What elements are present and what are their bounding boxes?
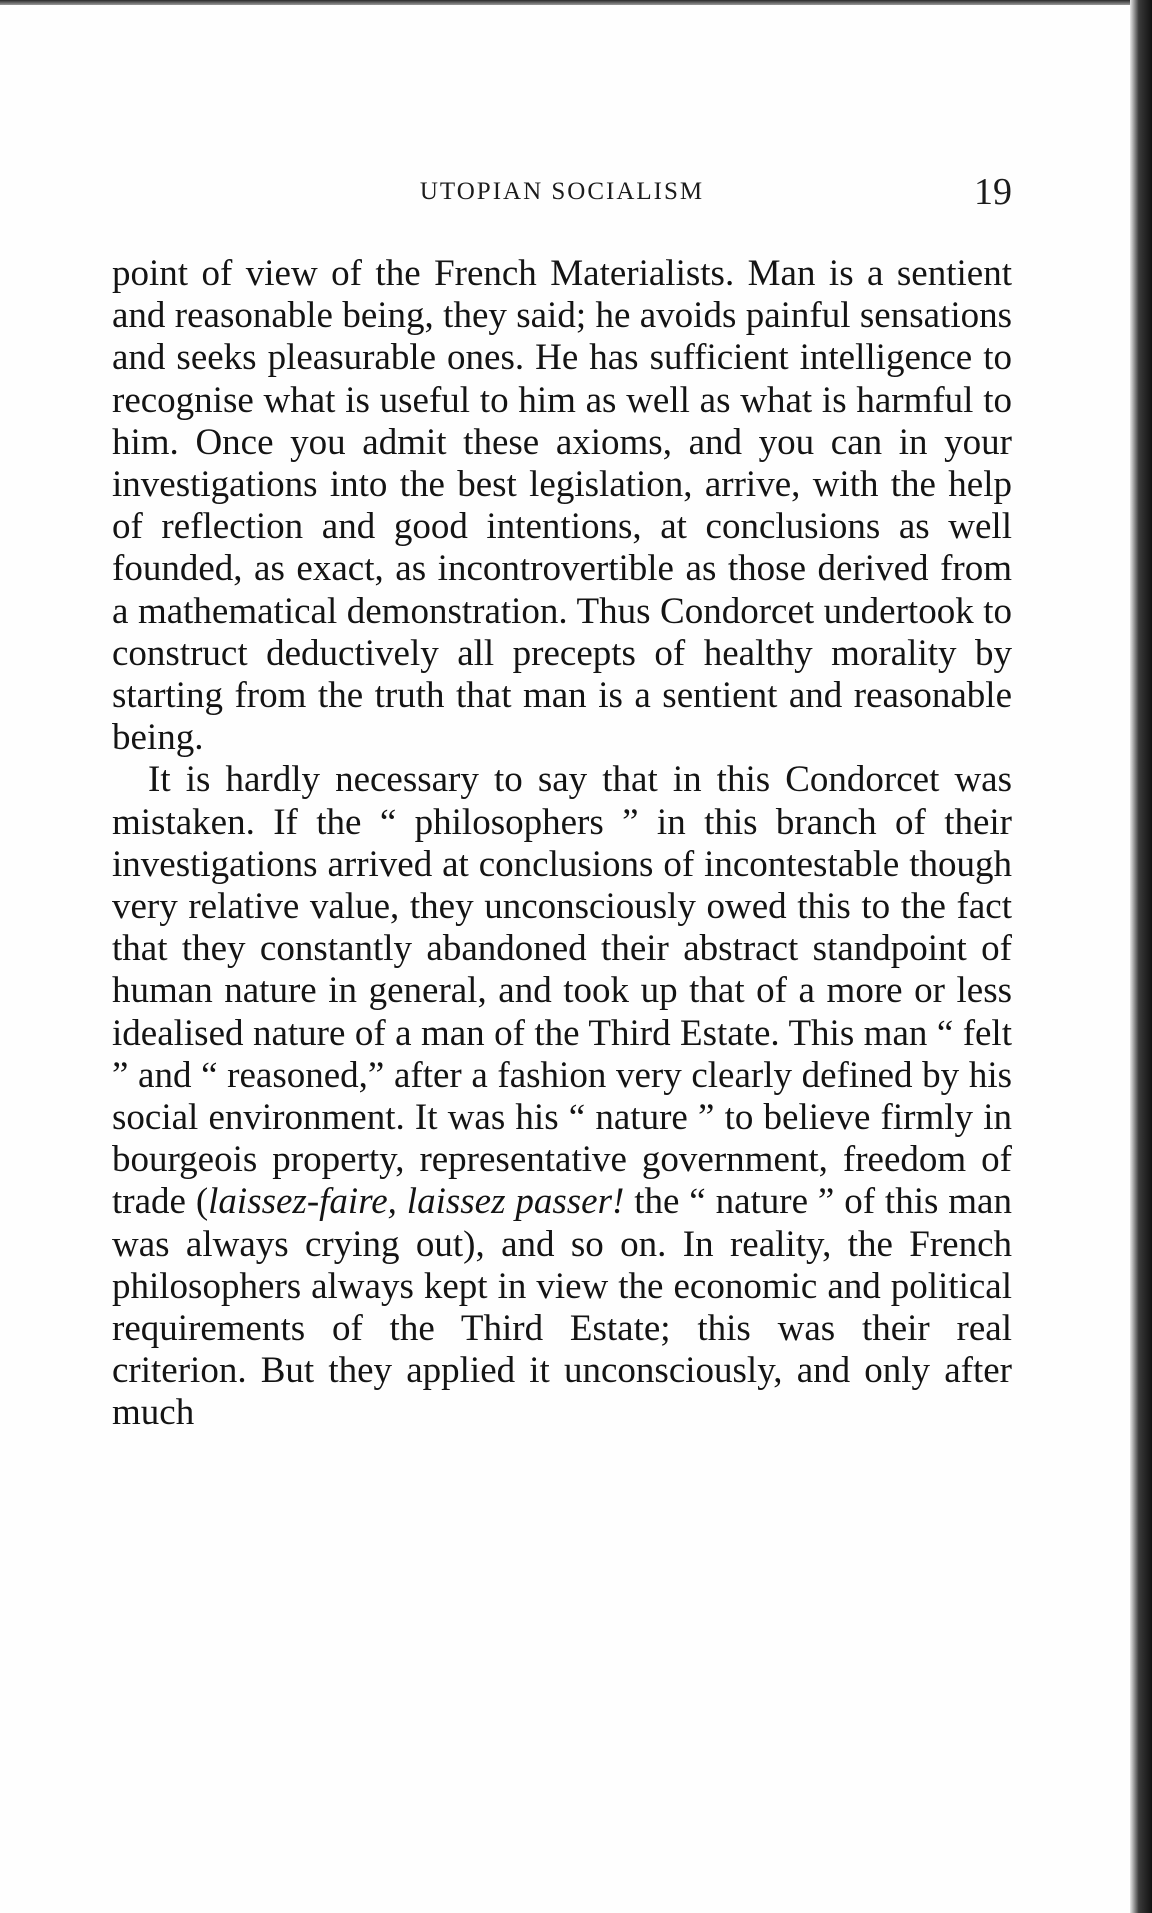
running-head: UTOPIAN SOCIALISM <box>419 178 705 205</box>
page-right-edge <box>1130 0 1152 1913</box>
body-text <box>112 253 1012 1435</box>
paragraph-1: point of view of the French Materialists. Man is a sentient and reasonable being, they said; he avoids painful sensations and seeks pleasurable ones. He has sufficient intelligence to recognise what is useful to him as well as what is harmful to him. Once you admit these axioms, and you can in your investigations into the best legislation, arrive, with the help of reflection and good intentions, at conclusions as well founded, as exact, as incontrovertible as those derived from a mathematical demonstration. Thus Condorcet undertook to construct deductively all precepts of healthy morality by starting from the truth that man is a sentient and reasonable being. <box>112 253 1012 759</box>
paragraph-2 <box>112 759 1012 1434</box>
page-top-edge <box>0 0 1152 5</box>
paragraph-2-text-b: the “ nature ” of this man was always crying out), and so on. In reality, the French philosophers always kept in view the economic and political requirements of the Third Estate; this was their real criterion. But they applied it unconsciously, and only after much <box>112 1181 1012 1434</box>
paragraph-2-italic-phrase: laissez-faire, laissez passer! <box>208 1181 625 1223</box>
page-header <box>112 170 1012 220</box>
page-number: 19 <box>974 171 1012 213</box>
paragraph-2-text-a: It is hardly necessary to say that in this Condorcet was mistaken. If the “ philosophers ” in this branch of their investigations arrived at conclusions of incontestable though very relative value, they unconsciously owed this to the fact that they constantly abandoned their abstract standpoint of human nature in general, and took up that of a more or less idealised nature of a man of the Third Estate. This man “ felt ” and “ reasoned,” after a fashion very clearly defined by his social environment. It was his “ nature ” to believe firmly in bourgeois property, representative government, freedom of trade ( <box>112 759 1012 1223</box>
